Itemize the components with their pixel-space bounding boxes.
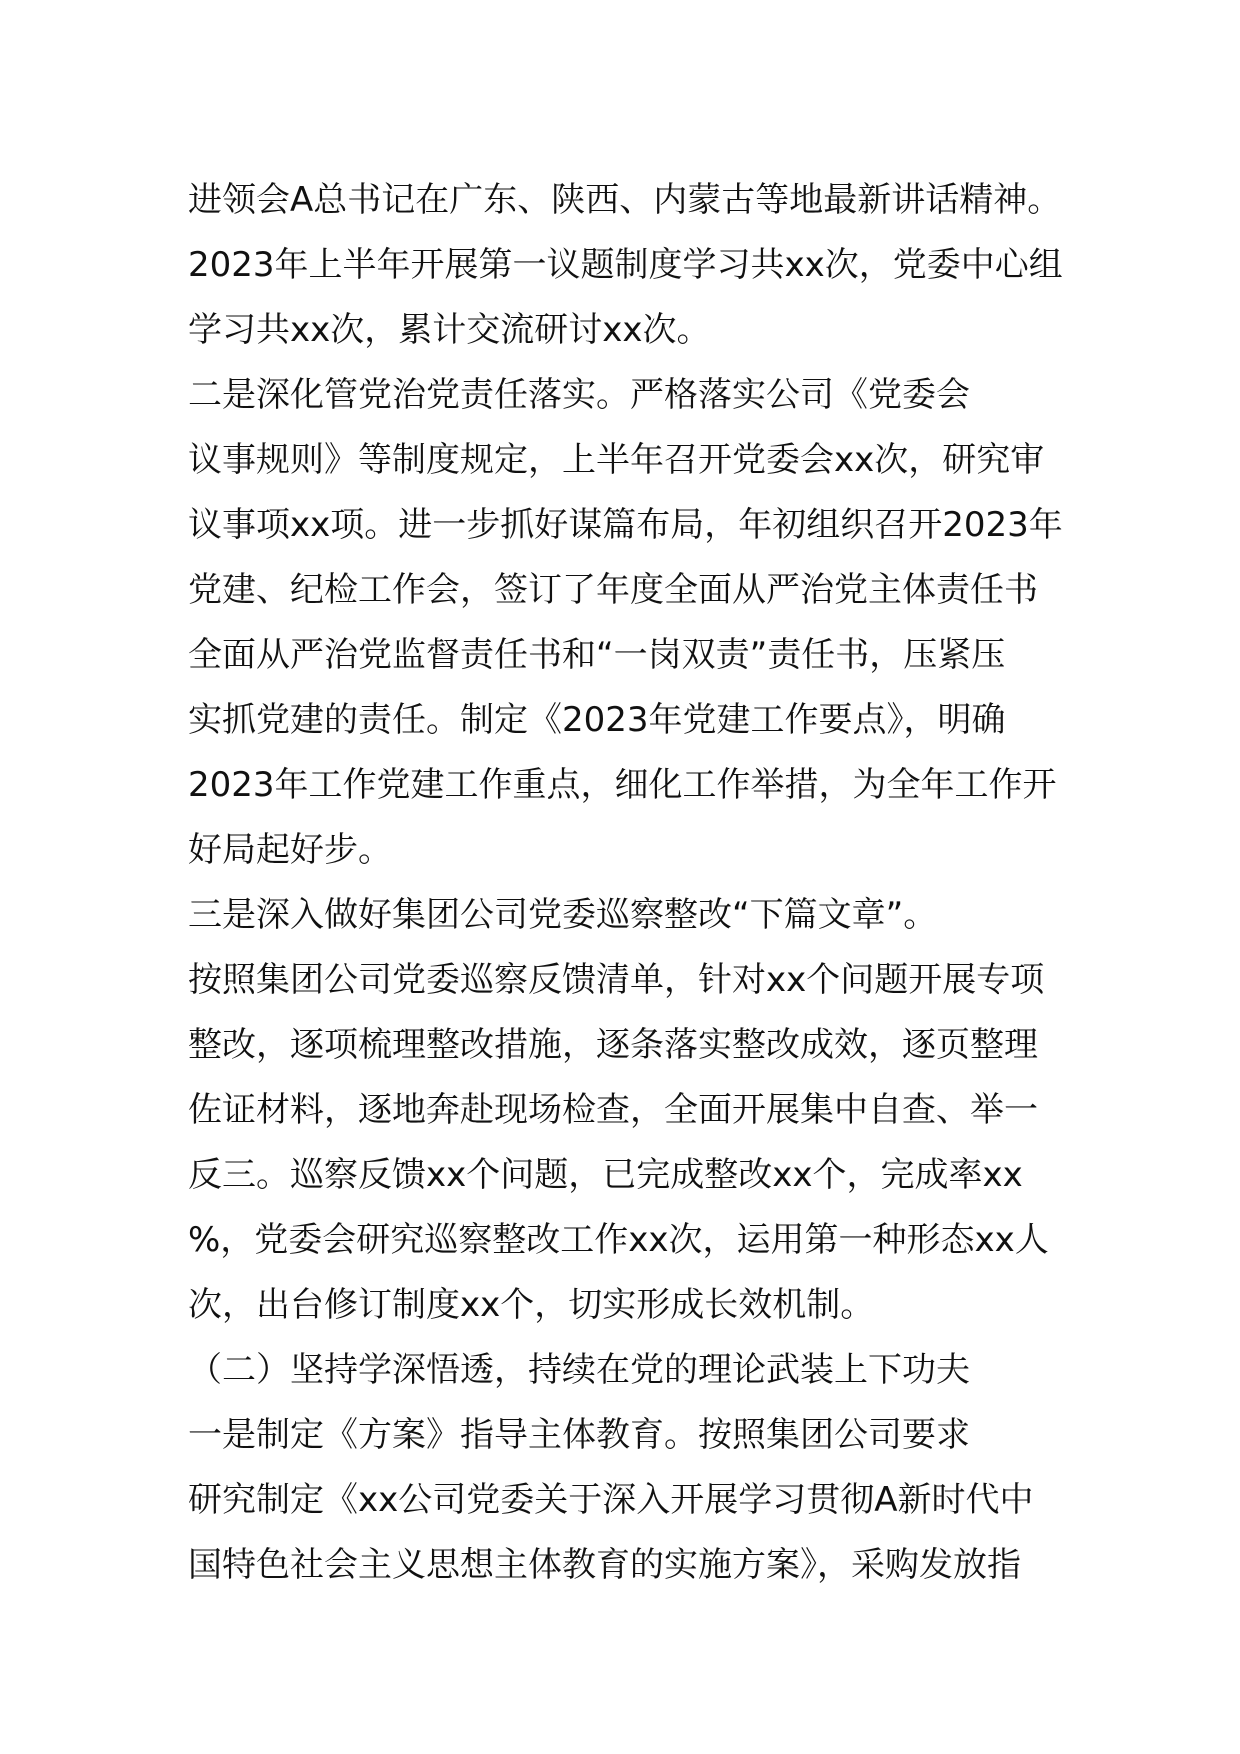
text-line: 二是深化管党治党责任落实。严格落实公司《党委会 (188, 375, 970, 415)
text-line: %，党委会研究巡察整改工作xx次，运用第一种形态xx人 (188, 1220, 1049, 1260)
text-line: 国特色社会主义思想主体教育的实施方案》，采购发放指 (188, 1545, 1021, 1585)
text-line: 次，出台修订制度xx个，切实形成长效机制。 (188, 1285, 875, 1325)
text-line: 2023年工作党建工作重点，细化工作举措，为全年工作开 (188, 765, 1057, 805)
text-line: 研究制定《xx公司党委关于深入开展学习贯彻A新时代中 (188, 1480, 1034, 1520)
text-line: 议事规则》等制度规定，上半年召开党委会xx次，研究审 (188, 440, 1045, 480)
text-line: 实抓党建的责任。制定《2023年党建工作要点》，明确 (188, 700, 1006, 740)
text-line: 2023年上半年开展第一议题制度学习共xx次，党委中心组 (188, 245, 1063, 285)
text-line: 反三。巡察反馈xx个问题，已完成整改xx个，完成率xx (188, 1155, 1023, 1195)
text-line: 学习共xx次，累计交流研讨xx次。 (188, 310, 711, 350)
text-line: 一是制定《方案》指导主体教育。按照集团公司要求 (188, 1415, 970, 1455)
text-line: 进领会A总书记在广东、陕西、内蒙古等地最新讲话精神。 (188, 180, 1062, 220)
text-line: （二）坚持学深悟透，持续在党的理论武装上下功夫 (188, 1350, 970, 1390)
text-line: 整改，逐项梳理整改措施，逐条落实整改成效，逐页整理 (188, 1025, 1038, 1065)
text-line: 全面从严治党监督责任书和“一岗双责”责任书，压紧压 (188, 635, 1006, 675)
text-line: 党建、纪检工作会，签订了年度全面从严治党主体责任书 (188, 570, 1038, 610)
text-line: 议事项xx项。进一步抓好谋篇布局，年初组织召开2023年 (188, 505, 1063, 545)
text-line: 三是深入做好集团公司党委巡察整改“下篇文章”。 (188, 895, 938, 935)
text-line: 佐证材料，逐地奔赴现场检查，全面开展集中自查、举一 (188, 1090, 1038, 1130)
text-line: 好局起好步。 (188, 830, 392, 870)
document-body (188, 168, 1068, 1598)
text-line: 按照集团公司党委巡察反馈清单，针对xx个问题开展专项 (188, 960, 1045, 1000)
